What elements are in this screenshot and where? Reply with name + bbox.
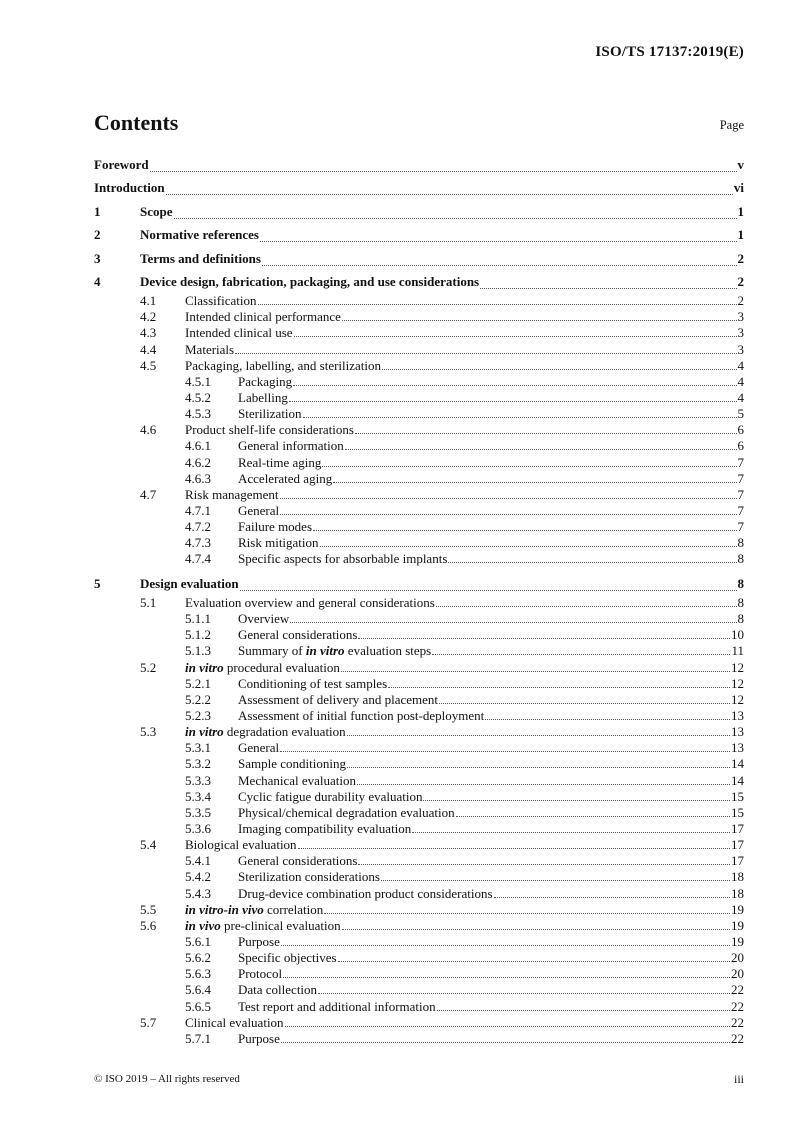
toc-entry-title: Risk mitigation — [238, 535, 319, 551]
toc-entry-title: General information — [238, 438, 344, 454]
toc-entry-page: 1 — [737, 227, 744, 242]
toc-entry-title: Conditioning of test samples — [238, 675, 388, 691]
toc-entry-title: Imaging compatibility evaluation — [238, 821, 412, 836]
toc-leader-dots — [150, 171, 737, 172]
toc-entry-page: 6 — [737, 422, 744, 438]
toc-entry-number: 4.1 — [140, 293, 157, 309]
toc-leader-dots — [448, 562, 736, 563]
toc-leader-dots — [342, 320, 737, 321]
toc-leader-dots — [342, 929, 730, 930]
toc-entry-page: 22 — [731, 1030, 744, 1046]
toc-entry-number: 4.7.4 — [185, 551, 211, 567]
toc-leader-dots — [412, 832, 730, 833]
toc-entry-page: 7 — [737, 486, 744, 502]
toc-entry[interactable] — [94, 152, 744, 176]
toc-entry-page: 20 — [731, 966, 744, 982]
toc-entry-title: Purpose — [238, 933, 280, 949]
toc-entry-page: 7 — [737, 470, 744, 486]
toc-entry-number: 5.1 — [140, 595, 157, 611]
footer-page-number: iii — [733, 1072, 744, 1086]
toc-entry[interactable] — [94, 199, 744, 223]
toc-leader-dots — [347, 735, 730, 736]
toc-entry-page: 2 — [737, 274, 744, 289]
toc-entry-number: 5.2.1 — [185, 675, 211, 691]
toc-entry-page: 19 — [731, 933, 744, 949]
toc-entry-number: 5.4 — [140, 837, 157, 853]
toc-entry-title: in vitro-in vivo correlation — [185, 901, 324, 917]
toc-entry-title: Foreword — [94, 156, 149, 172]
toc-entry-title: Design evaluation — [140, 575, 239, 591]
toc-entry-title: Packaging — [238, 373, 293, 389]
toc-entry-number: 5.2.3 — [185, 708, 211, 724]
toc-entry-page: 19 — [731, 901, 744, 917]
toc-entry-title: in vivo pre-clinical evaluation — [185, 917, 341, 933]
toc-entry-title: Specific objectives — [238, 950, 337, 966]
toc-leader-dots — [333, 482, 736, 483]
toc-leader-dots — [358, 864, 730, 865]
toc-entry-title: General — [238, 502, 280, 518]
toc-entry-page: 14 — [731, 772, 744, 788]
toc-entry-title: Purpose — [238, 1030, 280, 1046]
toc-entry-title: Sample conditioning — [238, 756, 346, 772]
document-id: ISO/TS 17137:2019(E) — [595, 44, 744, 60]
toc-entry-number: 5.6.4 — [185, 982, 211, 998]
toc-leader-dots — [289, 401, 737, 402]
toc-leader-dots — [456, 816, 730, 817]
toc-entry-number: 4.7.1 — [185, 502, 211, 518]
toc-entry-number: 5.3.2 — [185, 756, 211, 772]
toc-entry[interactable] — [94, 756, 744, 772]
toc-leader-dots — [382, 369, 736, 370]
toc-entry-title: Intended clinical performance — [185, 309, 341, 325]
toc-entry-page: 4 — [737, 357, 744, 373]
toc-leader-dots — [324, 913, 730, 914]
toc-leader-dots — [290, 622, 736, 623]
toc-entry-page: 15 — [731, 804, 744, 820]
toc-entry-page: 2 — [737, 293, 744, 309]
toc-entry[interactable] — [94, 772, 744, 788]
toc-entry-page: 2 — [737, 250, 744, 266]
toc-leader-dots — [294, 336, 737, 337]
toc-entry-page: 22 — [731, 1014, 744, 1030]
toc-entry-page: 13 — [731, 724, 744, 740]
toc-entry[interactable] — [94, 643, 744, 659]
toc-entry-number: 5.7.1 — [185, 1030, 211, 1046]
toc-entry-title: Mechanical evaluation — [238, 772, 357, 788]
toc-entry-title: Accelerated aging — [238, 470, 333, 486]
toc-leader-dots — [240, 590, 737, 591]
toc-entry-page: 8 — [737, 535, 744, 551]
toc-entry[interactable] — [94, 708, 744, 724]
toc-entry[interactable] — [94, 176, 744, 200]
toc-entry-title: Data collection — [238, 982, 318, 998]
toc-entry-page: 4 — [737, 389, 744, 405]
toc-leader-dots — [280, 498, 737, 499]
toc-entry-number: 4.4 — [140, 341, 157, 357]
toc-entry[interactable] — [94, 519, 744, 535]
toc-entry-number: 5.6.5 — [185, 998, 211, 1014]
toc-entry-title: Physical/chemical degradation evaluation — [238, 804, 455, 820]
toc-entry[interactable] — [94, 789, 744, 805]
toc-entry-page: 8 — [737, 611, 744, 627]
toc-entry-page: 15 — [731, 788, 744, 804]
toc-entry-page: 17 — [731, 837, 744, 853]
toc-leader-dots — [494, 897, 730, 898]
toc-entry[interactable] — [94, 821, 744, 837]
toc-entry-number: 5.4.1 — [185, 853, 211, 869]
toc-leader-dots — [439, 703, 730, 704]
toc-entry[interactable] — [94, 246, 744, 270]
toc-entry[interactable] — [94, 885, 744, 901]
toc-leader-dots — [174, 218, 737, 219]
toc-entry-title: Sterilization considerations — [238, 869, 380, 885]
toc-leader-dots — [285, 1026, 730, 1027]
toc-entry-number: 5 — [94, 575, 101, 591]
toc-entry-title: Summary of in vitro evaluation steps — [238, 643, 432, 659]
toc-entry-number: 5.3.4 — [185, 788, 211, 804]
toc-leader-dots — [355, 433, 737, 434]
toc-leader-dots — [437, 1010, 730, 1011]
toc-entry-number: 5.4.3 — [185, 885, 211, 901]
toc-entry-page: 8 — [737, 551, 744, 567]
toc-entry-number: 5.6 — [140, 917, 157, 933]
toc-entry[interactable] — [94, 934, 744, 950]
toc-entry-page: 1 — [737, 203, 744, 219]
toc-leader-dots — [303, 417, 737, 418]
toc-leader-dots — [260, 241, 737, 242]
toc-entry-page: 3 — [737, 309, 744, 325]
toc-entry-page: 10 — [731, 627, 744, 643]
toc-entry-page: 7 — [737, 502, 744, 518]
toc-entry[interactable] — [94, 551, 744, 567]
toc-entry[interactable] — [94, 487, 744, 503]
toc-entry[interactable] — [94, 503, 744, 519]
toc-entry[interactable] — [94, 422, 744, 438]
toc-entry-number: 5.7 — [140, 1014, 157, 1030]
toc-entry-page: 12 — [731, 691, 744, 707]
toc-entry[interactable] — [94, 595, 744, 611]
toc-entry-title: Terms and definitions — [140, 250, 261, 266]
toc-entry-page: 17 — [731, 853, 744, 869]
toc-entry[interactable] — [94, 740, 744, 756]
toc-entry-page: 7 — [737, 519, 744, 535]
toc-entry-page: 14 — [731, 756, 744, 772]
toc-entry-title: General — [238, 740, 280, 756]
toc-entry-title: in vitro degradation evaluation — [185, 724, 346, 740]
toc-entry[interactable] — [94, 676, 744, 692]
toc-entry-page: 19 — [731, 917, 744, 933]
toc-entry[interactable] — [94, 390, 744, 406]
toc-entry-number: 5.4.2 — [185, 869, 211, 885]
toc-entry-page: 22 — [731, 998, 744, 1014]
toc-entry-number: 5.3.1 — [185, 740, 211, 756]
toc-entry-number: 4.7.3 — [185, 535, 211, 551]
toc-entry-page: 12 — [731, 659, 744, 675]
page-column-label: Page — [719, 118, 744, 132]
toc-entry-title: Intended clinical use — [185, 325, 293, 341]
toc-leader-dots — [347, 767, 730, 768]
toc-leader-dots — [318, 993, 730, 994]
toc-entry-number: 5.6.1 — [185, 933, 211, 949]
toc-entry-page: 6 — [737, 438, 744, 454]
toc-entry-number: 4.6.3 — [185, 470, 211, 486]
toc-entry[interactable] — [94, 325, 744, 341]
toc-entry[interactable] — [94, 659, 744, 675]
toc-entry-number: 4.5.2 — [185, 389, 211, 405]
toc-entry-page: vi — [733, 180, 744, 195]
toc-entry[interactable] — [94, 223, 744, 247]
toc-leader-dots — [388, 687, 730, 688]
toc-leader-dots — [298, 848, 730, 849]
toc-entry[interactable] — [94, 805, 744, 821]
toc-entry-title: Biological evaluation — [185, 837, 297, 853]
toc-entry-title: Labelling — [238, 389, 288, 405]
toc-entry-number: 3 — [94, 250, 101, 266]
toc-leader-dots — [357, 784, 730, 785]
toc-entry[interactable] — [94, 341, 744, 357]
toc-entry-number: 4 — [94, 274, 101, 289]
toc-entry-title: Specific aspects for absorbable implants — [238, 551, 448, 567]
toc-entry-page: 13 — [731, 740, 744, 756]
toc-entry[interactable] — [94, 869, 744, 885]
toc-leader-dots — [345, 449, 737, 450]
toc-entry[interactable] — [94, 535, 744, 551]
toc-entry-title: Sterilization — [238, 406, 302, 422]
toc-entry-page: 17 — [731, 821, 744, 836]
toc-entry-title: Materials — [185, 341, 235, 357]
toc-entry[interactable] — [94, 454, 744, 470]
toc-entry[interactable] — [94, 293, 744, 309]
toc-entry[interactable] — [94, 692, 744, 708]
toc-entry-page: 7 — [737, 454, 744, 470]
toc-entry-title: Overview — [238, 611, 290, 627]
toc-entry[interactable] — [94, 1015, 744, 1031]
toc-entry-number: 5.1.2 — [185, 627, 211, 643]
toc-entry-number: 5.3 — [140, 724, 157, 740]
toc-leader-dots — [322, 466, 736, 467]
toc-leader-dots — [281, 945, 730, 946]
toc-entry-number: 4.6.2 — [185, 454, 211, 470]
toc-entry-page: 22 — [731, 982, 744, 998]
toc-entry-title: General considerations — [238, 853, 358, 869]
toc-entry[interactable] — [94, 950, 744, 966]
toc-entry-page: 3 — [737, 341, 744, 357]
toc-entry-number: 5.6.3 — [185, 966, 211, 982]
toc-entry-number: 5.5 — [140, 901, 157, 917]
toc-entry[interactable] — [94, 1031, 744, 1047]
toc-entry-number: 5.6.2 — [185, 950, 211, 966]
toc-entry-title: Test report and additional information — [238, 998, 436, 1014]
toc-entry-title: Cyclic fatigue durability evaluation — [238, 788, 423, 804]
toc-leader-dots — [436, 606, 737, 607]
toc-entry-number: 4.6 — [140, 422, 157, 438]
toc-entry-number: 2 — [94, 227, 101, 242]
toc-leader-dots — [423, 800, 730, 801]
toc-entry-title: General considerations — [238, 627, 358, 643]
toc-entry-title: Packaging, labelling, and sterilization — [185, 357, 382, 373]
toc-entry-number: 4.5.3 — [185, 406, 211, 422]
footer-copyright: © ISO 2019 – All rights reserved — [94, 1073, 240, 1085]
toc-entry[interactable] — [94, 270, 744, 294]
toc-entry-title: Device design, fabrication, packaging, and use considerations — [140, 274, 480, 289]
toc-leader-dots — [338, 961, 730, 962]
toc-leader-dots — [320, 546, 737, 547]
toc-entry[interactable] — [94, 438, 744, 454]
toc-entry-number: 4.6.1 — [185, 438, 211, 454]
toc-entry-page: 12 — [731, 675, 744, 691]
toc-entry-page: 5 — [737, 406, 744, 422]
toc-entry-number: 5.3.6 — [185, 821, 211, 836]
toc-entry-number: 5.3.3 — [185, 772, 211, 788]
toc-entry-title: Introduction — [94, 180, 165, 195]
toc-entry-title: Normative references — [140, 227, 259, 242]
toc-entry-number: 4.5.1 — [185, 373, 211, 389]
toc-entry-page: v — [737, 156, 744, 172]
toc-entry[interactable] — [94, 627, 744, 643]
toc-entry[interactable] — [94, 837, 744, 853]
toc-entry-page: 13 — [731, 708, 744, 724]
toc-entry[interactable] — [94, 853, 744, 869]
toc-leader-dots — [480, 288, 736, 289]
toc-entry[interactable] — [94, 724, 744, 740]
toc-entry-title: Protocol — [238, 966, 283, 982]
toc-entry-title: Classification — [185, 293, 257, 309]
toc-entry-title: Assessment of delivery and placement — [238, 691, 438, 707]
toc-entry-title: Clinical evaluation — [185, 1014, 284, 1030]
toc-entry-title: Drug-device combination product considerations — [238, 885, 493, 901]
toc-entry-title: in vitro procedural evaluation — [185, 659, 340, 675]
toc-leader-dots — [280, 751, 730, 752]
toc-leader-dots — [280, 514, 736, 515]
toc-entry-number: 5.1.3 — [185, 643, 211, 659]
toc-entry-page: 8 — [737, 595, 744, 611]
toc-entry[interactable] — [94, 309, 744, 325]
toc-entry[interactable] — [94, 918, 744, 934]
toc-leader-dots — [166, 194, 733, 195]
toc-entry[interactable] — [94, 358, 744, 374]
toc-entry[interactable] — [94, 998, 744, 1014]
toc-entry-title: Evaluation overview and general considerations — [185, 595, 435, 611]
toc-entry-number: 4.7.2 — [185, 519, 211, 535]
toc-leader-dots — [381, 880, 730, 881]
toc-entry-number: 5.3.5 — [185, 804, 211, 820]
toc-leader-dots — [283, 977, 730, 978]
toc-leader-dots — [281, 1042, 730, 1043]
toc-entry[interactable] — [94, 902, 744, 918]
toc-leader-dots — [258, 304, 737, 305]
toc-entry-page: 3 — [737, 325, 744, 341]
toc-entry-page: 20 — [731, 950, 744, 966]
toc-leader-dots — [485, 719, 730, 720]
toc-entry[interactable] — [94, 471, 744, 487]
toc-entry[interactable] — [94, 374, 744, 390]
toc-entry-title: Scope — [140, 203, 173, 219]
toc-entry-page: 8 — [737, 575, 744, 591]
toc-entry-number: 1 — [94, 203, 101, 219]
toc-entry-page: 11 — [731, 643, 744, 659]
page-title: Contents — [94, 110, 179, 135]
toc-leader-dots — [235, 353, 736, 354]
toc-entry-title: Assessment of initial function post-deployment — [238, 708, 485, 724]
toc-entry[interactable] — [94, 406, 744, 422]
toc-entry-page: 4 — [737, 373, 744, 389]
toc-leader-dots — [358, 638, 730, 639]
toc-leader-dots — [313, 530, 736, 531]
toc-entry-number: 5.1.1 — [185, 611, 211, 627]
toc-entry[interactable] — [94, 982, 744, 998]
toc-entry-title: Failure modes — [238, 519, 313, 535]
toc-leader-dots — [432, 654, 730, 655]
toc-entry-number: 5.2.2 — [185, 691, 211, 707]
toc-entry[interactable] — [94, 571, 744, 595]
toc-leader-dots — [293, 385, 736, 386]
toc-entry-number: 4.7 — [140, 486, 157, 502]
toc-entry-page: 18 — [731, 885, 744, 901]
toc-entry[interactable] — [94, 966, 744, 982]
toc-entry-number: 4.2 — [140, 309, 157, 325]
toc-entry-number: 5.2 — [140, 659, 157, 675]
toc-leader-dots — [341, 671, 730, 672]
table-of-contents — [94, 152, 744, 1047]
toc-leader-dots — [262, 265, 737, 266]
toc-entry-page: 18 — [731, 869, 744, 885]
toc-entry[interactable] — [94, 611, 744, 627]
toc-entry-title: Product shelf-life considerations — [185, 422, 354, 438]
toc-entry-number: 4.3 — [140, 325, 157, 341]
toc-entry-number: 4.5 — [140, 357, 157, 373]
toc-entry-title: Risk management — [185, 486, 279, 502]
toc-entry-title: Real-time aging — [238, 454, 322, 470]
